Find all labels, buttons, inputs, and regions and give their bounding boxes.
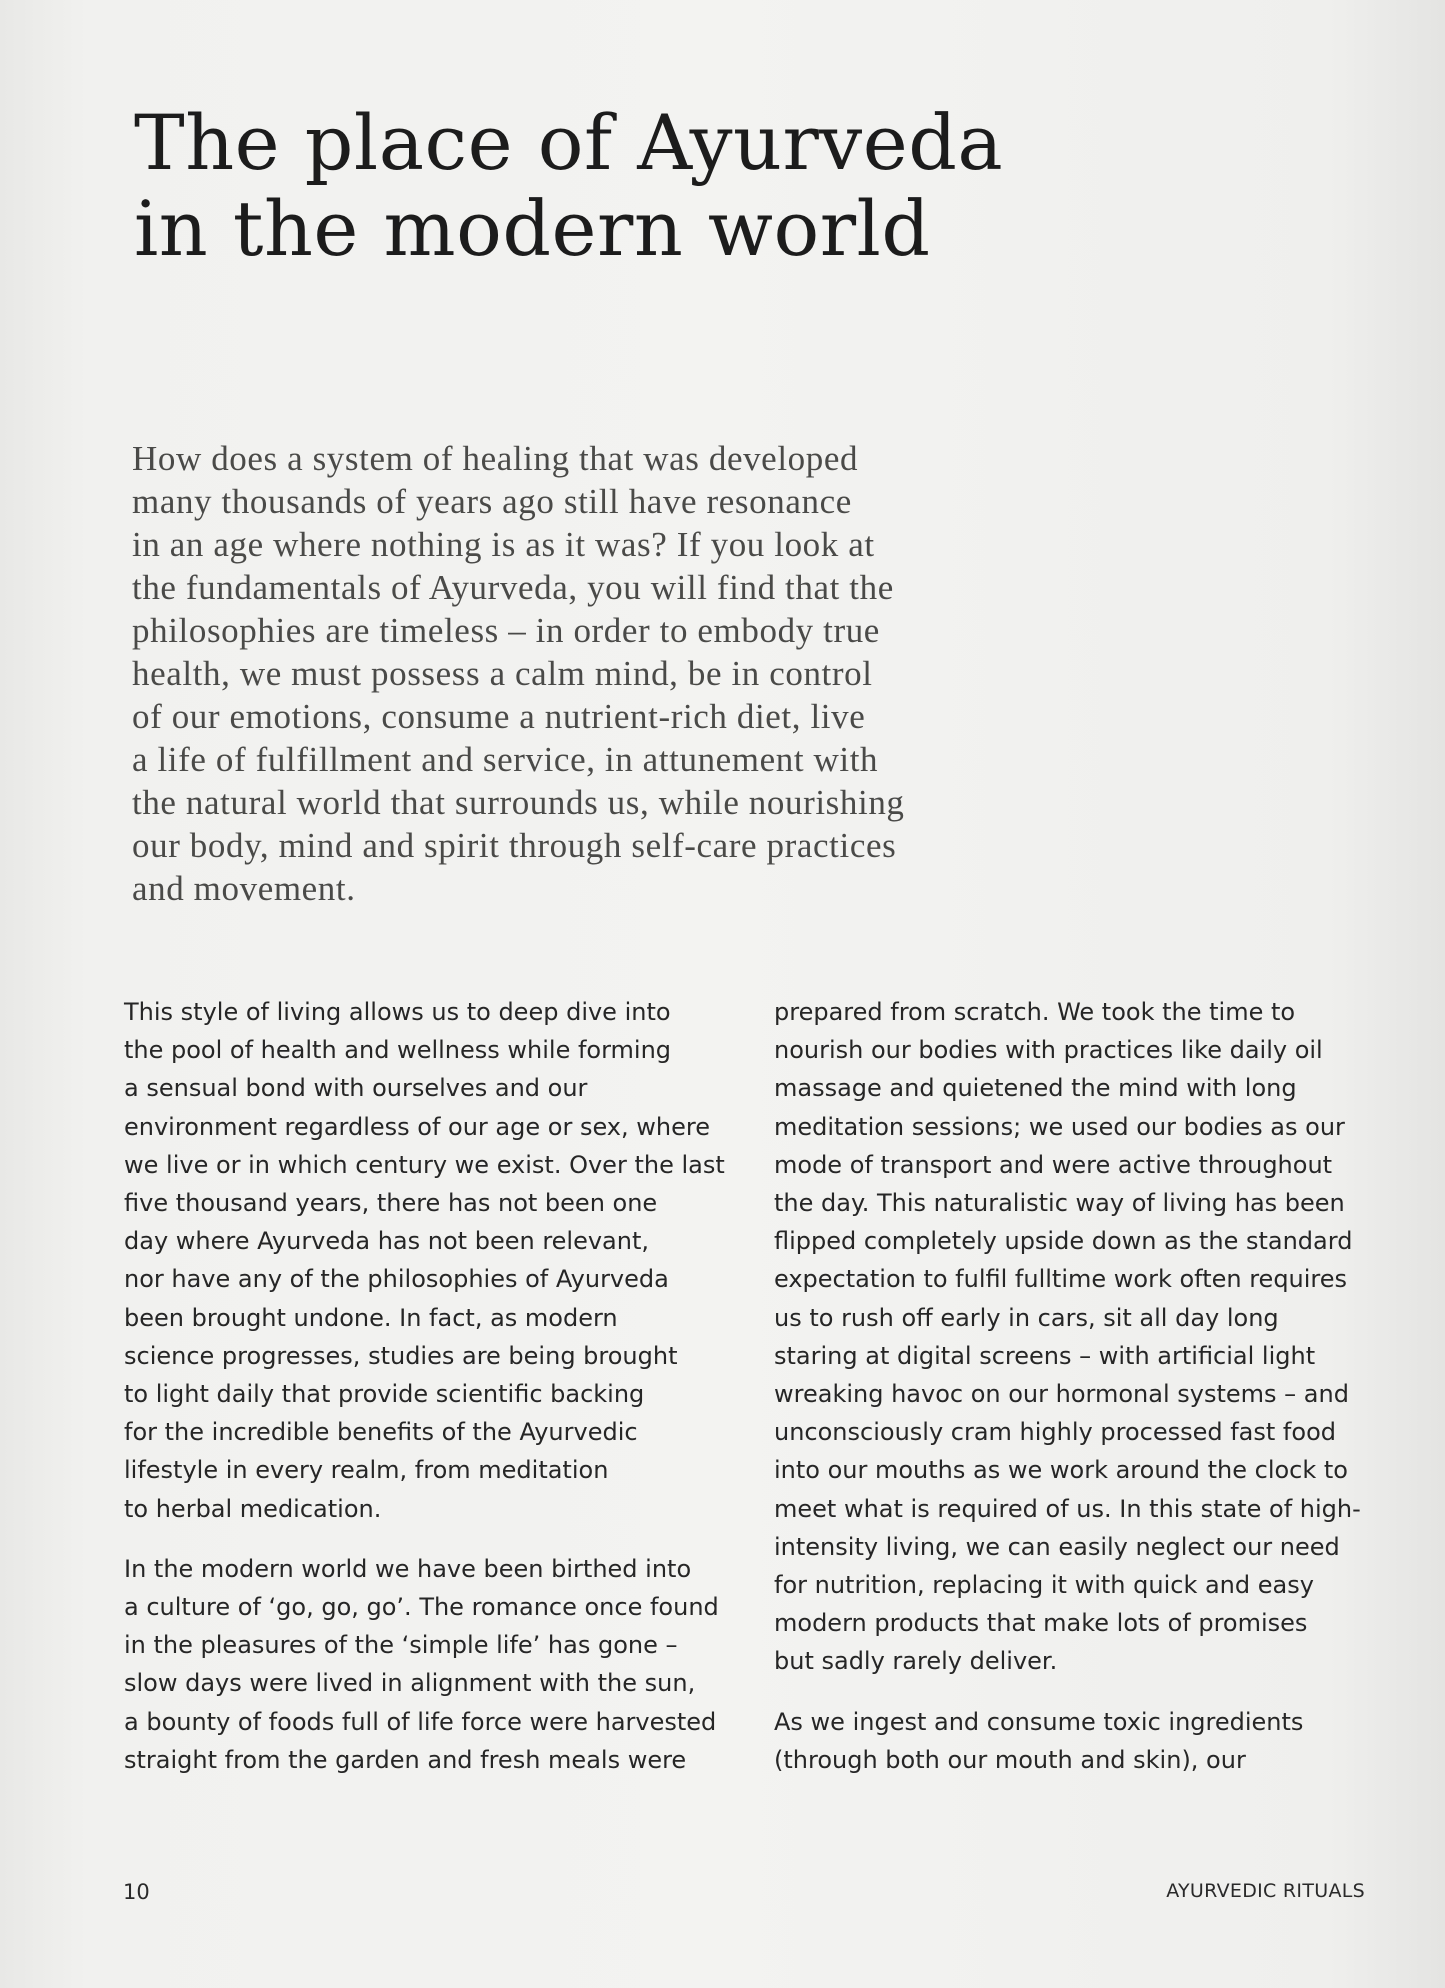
body-line: the pool of health and wellness while forming <box>124 1036 672 1065</box>
body-paragraph <box>124 993 744 1528</box>
body-line: but sadly rarely deliver. <box>774 1647 1058 1676</box>
intro-line: the natural world that surrounds us, while nourishing <box>132 783 905 822</box>
title-line: The place of Ayurveda <box>134 98 1004 187</box>
body-line: in the pleasures of the ‘simple life’ has gone – <box>124 1631 678 1660</box>
body-line: lifestyle in every realm, from meditation <box>124 1456 609 1485</box>
body-line: unconsciously cram highly processed fast food <box>774 1418 1336 1447</box>
body-paragraph <box>774 993 1394 1681</box>
intro-line: in an age where nothing is as it was? If you look at <box>132 525 875 564</box>
intro-line: a life of fulfillment and service, in attunement with <box>132 740 879 779</box>
body-line: straight from the garden and fresh meals were <box>124 1745 687 1774</box>
running-title: AYURVEDIC RITUALS <box>1166 1880 1365 1902</box>
body-line: for nutrition, replacing it with quick and easy <box>774 1571 1314 1600</box>
body-line: wreaking havoc on our hormonal systems – and <box>774 1380 1349 1409</box>
body-line: intensity living, we can easily neglect our need <box>774 1532 1340 1561</box>
body-line: us to rush off early in cars, sit all day long <box>774 1303 1279 1332</box>
intro-line: How does a system of healing that was developed <box>132 439 859 478</box>
body-line: a sensual bond with ourselves and our <box>124 1074 588 1103</box>
body-line: science progresses, studies are being brought <box>124 1341 678 1370</box>
body-line: nor have any of the philosophies of Ayurveda <box>124 1265 669 1294</box>
body-line: (through both our mouth and skin), our <box>774 1745 1246 1774</box>
page-title <box>134 100 1234 272</box>
body-line: staring at digital screens – with artificial light <box>774 1341 1316 1370</box>
intro-line: the fundamentals of Ayurveda, you will find that the <box>132 568 894 607</box>
intro-line: many thousands of years ago still have resonance <box>132 482 852 521</box>
body-line: for the incredible benefits of the Ayurvedic <box>124 1418 638 1447</box>
intro-paragraph <box>132 437 1132 910</box>
intro-line: our body, mind and spirit through self-care practices <box>132 826 897 865</box>
intro-line: and movement. <box>132 869 356 908</box>
body-line: As we ingest and consume toxic ingredients <box>774 1707 1304 1736</box>
body-column-right <box>774 993 1394 1801</box>
body-line: into our mouths as we work around the clock to <box>774 1456 1348 1485</box>
body-line: flipped completely upside down as the standard <box>774 1227 1353 1256</box>
body-line: environment regardless of our age or sex, where <box>124 1112 710 1141</box>
body-column-left <box>124 993 744 1801</box>
body-line: day where Ayurveda has not been relevant, <box>124 1227 650 1256</box>
body-line: nourish our bodies with practices like daily oil <box>774 1036 1323 1065</box>
body-line: a culture of ‘go, go, go’. The romance once found <box>124 1593 719 1622</box>
body-line: massage and quietened the mind with long <box>774 1074 1297 1103</box>
body-line: In the modern world we have been birthed into <box>124 1554 692 1583</box>
body-line: meet what is required of us. In this state of high- <box>774 1494 1361 1523</box>
title-line: in the modern world <box>134 184 931 273</box>
intro-line: of our emotions, consume a nutrient-rich diet, live <box>132 697 866 736</box>
body-line: slow days were lived in alignment with the sun, <box>124 1669 696 1698</box>
body-paragraph <box>774 1703 1394 1779</box>
body-line: five thousand years, there has not been one <box>124 1189 658 1218</box>
body-line: modern products that make lots of promises <box>774 1609 1308 1638</box>
body-line: mode of transport and were active throughout <box>774 1150 1333 1179</box>
body-line: meditation sessions; we used our bodies as our <box>774 1112 1345 1141</box>
body-line: to light daily that provide scientific backing <box>124 1380 645 1409</box>
body-line: we live or in which century we exist. Over the last <box>124 1150 725 1179</box>
body-line: This style of living allows us to deep dive into <box>124 998 671 1026</box>
body-line: the day. This naturalistic way of living has been <box>774 1189 1345 1218</box>
body-paragraph <box>124 1550 744 1779</box>
intro-line: philosophies are timeless – in order to embody true <box>132 611 880 650</box>
body-line: to herbal medication. <box>124 1494 382 1523</box>
body-line: been brought undone. In fact, as modern <box>124 1303 618 1332</box>
page-number: 10 <box>123 1880 150 1904</box>
intro-line: health, we must possess a calm mind, be in control <box>132 654 873 693</box>
body-line: expectation to fulfil fulltime work often requires <box>774 1265 1348 1294</box>
body-line: prepared from scratch. We took the time to <box>774 998 1296 1026</box>
body-line: a bounty of foods full of life force were harvested <box>124 1707 717 1736</box>
